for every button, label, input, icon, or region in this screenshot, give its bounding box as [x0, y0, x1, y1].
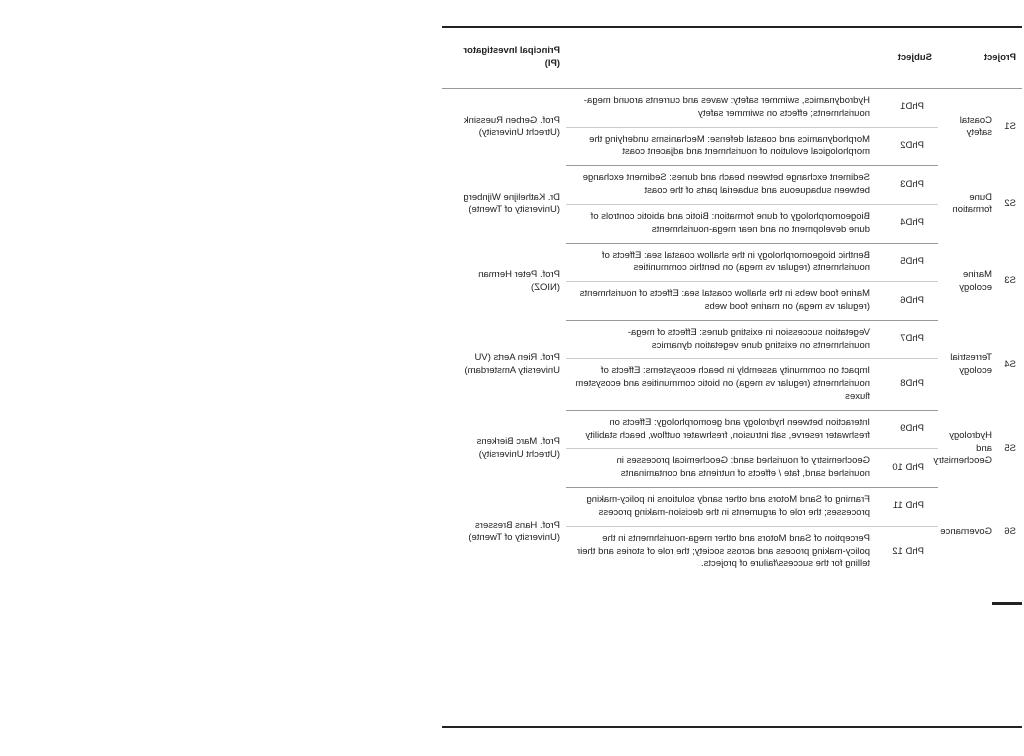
project-name: Governance — [940, 525, 992, 537]
phd-label: PhD2 — [878, 127, 938, 166]
pi-name: Prof. Gerben Ruessink (Utrecht University) — [463, 114, 560, 139]
table-row — [442, 320, 1022, 359]
subject-text: Marine food webs in the shallow coastal sea: Effects of nourishments (regular vs mega) on marine food webs — [566, 282, 878, 321]
projects-table — [442, 28, 1022, 577]
subject-text: Morphodynamics and coastal defense: Mechanisms underlying the morphological evolution of nourishment and adjacent coast — [566, 127, 878, 166]
project-id: S5 — [1004, 442, 1016, 454]
subject-text: Framing of Sand Motors and other sandy solutions in policy-making processes; the role of arguments in the decision-making process — [566, 488, 878, 527]
project-id: S1 — [1004, 120, 1016, 132]
header-project: Project — [938, 28, 1022, 89]
project-id: S2 — [1004, 197, 1016, 209]
subject-text: Hydrodynamics, swimmer safety: waves and currents around mega-nourishments; effects on swimmer safety — [566, 89, 878, 128]
table-row — [442, 89, 1022, 128]
pi-name: Prof. Peter Herman (NIOZ) — [478, 268, 560, 293]
pi-name: Prof. Hans Bressers (University of Twente) — [468, 519, 560, 544]
table-row — [442, 243, 1022, 282]
project-name: Hydrology and Geochemistry — [933, 429, 992, 467]
phd-label: PhD6 — [878, 282, 938, 321]
phd-label: PhD 11 — [878, 488, 938, 527]
subject-text: Interaction between hydrology and geomorphology: Effects on freshwater reserve, salt intrusion, freshwater outflow, beach stability — [566, 410, 878, 449]
phd-label: PhD7 — [878, 320, 938, 359]
subject-text: Biogeomorphology of dune formation: Biotic and abiotic controls of dune development on and near mega-nourishments — [566, 204, 878, 243]
project-name: Marine ecology — [959, 268, 992, 293]
phd-label: PhD8 — [878, 359, 938, 410]
project-name: Dune formation — [952, 191, 992, 216]
subject-text: Vegetation succession in existing dunes: Effects of mega-nourishments on existing dune vegetation dynamics — [566, 320, 878, 359]
phd-label: PhD5 — [878, 243, 938, 282]
subject-text: Impact on community assembly in beach ecosystems: Effects of nourishments (regular vs mega) on biotic communities and ecosystem fluxes — [566, 359, 878, 410]
phd-label: PhD1 — [878, 89, 938, 128]
project-id: S4 — [1004, 358, 1016, 370]
header-pi: Principal Investigator (PI) — [442, 28, 566, 89]
table-row — [442, 410, 1022, 449]
table-row — [442, 488, 1022, 527]
header-row — [442, 28, 1022, 89]
project-name: Coastal safety — [959, 114, 992, 139]
table-row — [442, 166, 1022, 205]
subject-text: Geochemistry of nourished sand: Geochemical processes in nourished sand, fate / effects of nutrients and contaminants — [566, 449, 878, 488]
phd-label: PhD 12 — [892, 545, 924, 557]
phd-label: PhD 10 — [878, 449, 938, 488]
header-subject: Subject — [566, 28, 938, 89]
phd-label: PhD9 — [878, 410, 938, 449]
subject-text: Benthic biogeomorphology in the shallow coastal sea: Effects of nourishments (regular vs mega) on benthic communities — [566, 243, 878, 282]
pi-name: Dr. Kathelijne Wijnberg (University of Twente) — [463, 191, 560, 216]
subject-text: Perception of Sand Motors and other mega-nourishments in the policy-making process and across society; the role of stories and their telling for the success/failure of projects. — [576, 532, 870, 570]
rule-fragment — [992, 602, 1022, 605]
subject-text: Sediment exchange between beach and dunes: Sediment exchange between subaqueous and subaerial parts of the coast — [566, 166, 878, 205]
project-name: Terrestrial ecology — [950, 352, 992, 377]
phd-label: PhD4 — [878, 204, 938, 243]
mirrored-table-figure — [442, 26, 1022, 728]
project-id: S6 — [1004, 525, 1016, 537]
phd-label: PhD3 — [878, 166, 938, 205]
pi-name: Prof. Marc Bierkens (Utrecht University) — [476, 436, 560, 460]
pi-name: Prof. Rien Aerts (VU University Amsterdam) — [464, 352, 560, 377]
project-id: S3 — [1004, 275, 1016, 287]
